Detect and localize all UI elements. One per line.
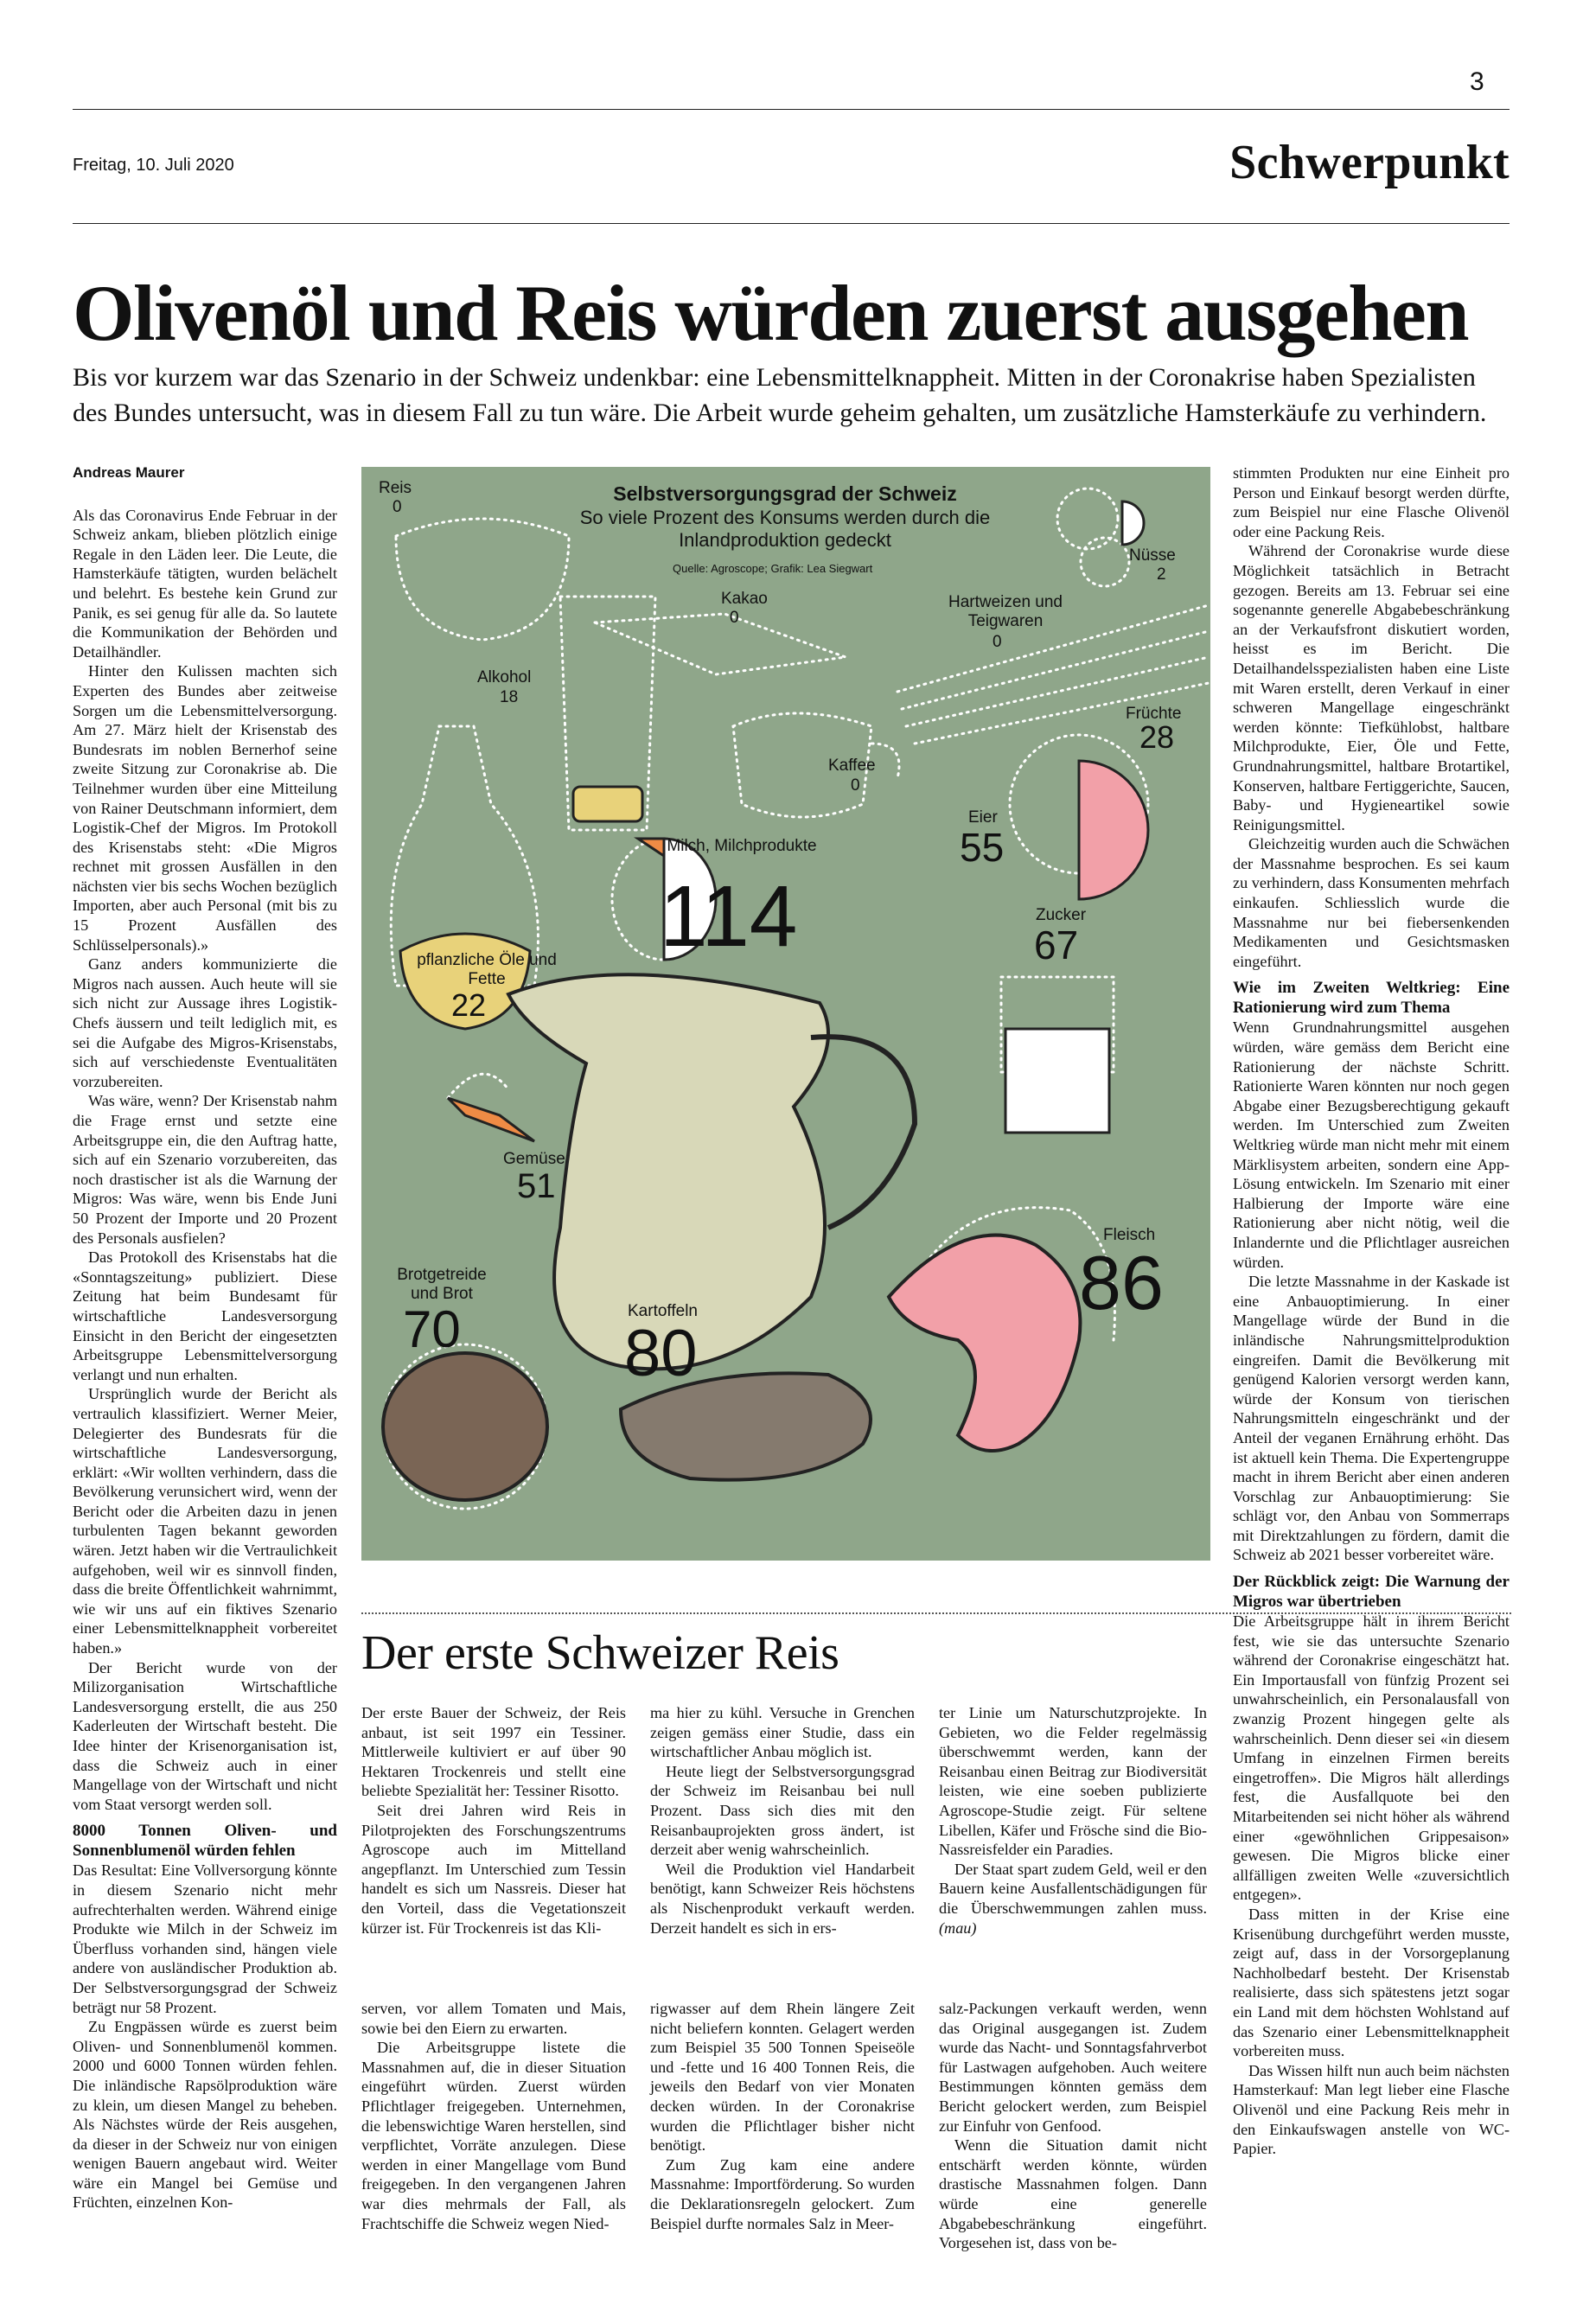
- label-alkohol: Alkohol: [477, 668, 532, 686]
- box-title: Der erste Schweizer Reis: [361, 1626, 839, 1680]
- paragraph: Seit drei Jahren wird Reis in Pilotprojekten des Forschungszentrums Agroscope auch im Mittelland angepflanzt. Im Unterschied zum Tessin handelt es sich um Nassreis. Dieser hat den Vorteil, dass die Vegetationszeit kürzer ist. Für Trockenreis ist das Kli-: [361, 1801, 626, 1937]
- signature: (mau): [939, 1919, 977, 1937]
- value-kakao: 0: [730, 609, 739, 627]
- label-reis: Reis: [379, 479, 412, 497]
- value-kaffee: 0: [851, 776, 860, 795]
- paragraph: serven, vor allem Tomaten und Mais, sowie bei den Eiern zu erwarten.: [361, 2000, 626, 2037]
- paragraph: stimmten Produkten nur eine Einheit pro Person und Einkauf besorgt werden dürfte, zum Beispiel nur eine Flasche Olivenöl oder eine Packung Reis.: [1233, 464, 1510, 540]
- paragraph: Während der Coronakrise wurde diese Möglichkeit tatsächlich in Betracht gezogen. Bereits am 13. Februar sei eine sogenannte generelle Abgabebeschränkung an der Verkaufsfront diskutiert worden, heisst es im Bericht. Die Detailhandelsspezialisten haben eine Liste mit Waren erstellt, deren Verkauf in einer schweren Mangellage eingeschränkt werden könnte: Tiefkühlobst, haltbare Milchprodukte, Eier, Öle und Fette, Grundnahrungsmittel, haltbare Brotartikel, Konserven, haltbare Fertiggerichte, Saucen, Baby- und Hygieneartikel sowie Reinigungsmittel.: [1233, 542, 1510, 833]
- paragraph: Heute liegt der Selbstversorgungsgrad der Schweiz im Reisanbau bei null Prozent. Dass sich dies mit den Reisanbauprojekten gross ändert, ist derzeit aber wenig wahrscheinlich.: [650, 1762, 915, 1859]
- label-kakao: Kakao: [721, 590, 768, 608]
- fruit-fill: [1079, 761, 1148, 899]
- page-number: 3: [1470, 67, 1484, 96]
- subheading: Wie im Zweiten Weltkrieg: Eine Rationierung wird zum Thema: [1233, 979, 1510, 1018]
- paragraph: Hinter den Kulissen machten sich Experten des Bundes aber zeitweise Sorgen um die Lebensmittelversorgung. Am 27. März hielt der Krisenstab des Bundesrats im noblen Bernerhof seine zweite Sitzung zur Coronakrise ab. Die Teilnehmer wurden über eine Mitteilung von Rainer Deutschmann informiert, dem Logistik-Chef der Migros. Im Protokoll des Krisenstabs steht: «Die Migros rechnet mit grossen Ausfällen in den nächsten vier bis sechs Wochen bezüglich Importen, aber auch Personal (mit bis zu 15 Prozent Ausfällen des Schlüsselpersonals).»: [73, 662, 337, 954]
- value-gemuese: 51: [517, 1167, 556, 1205]
- lead-paragraph: Bis vor kurzem war das Szenario in der Schweiz undenkbar: eine Lebensmittelknappheit. Mitten in der Coronakrise haben Spezialisten des Bundes untersucht, was in diesem Fall zu tun wäre. Die Arbeit wurde geheim gehalten, um zusätzliche Hamsterkäufe zu verhindern.: [73, 363, 1487, 427]
- value-hartweizen: 0: [993, 633, 1002, 651]
- value-fruechte: 28: [1139, 719, 1175, 755]
- infographic-illustration: [361, 467, 1210, 1561]
- article-column-6: [1233, 463, 1510, 2159]
- paragraph: Die Arbeitsgruppe hält in ihrem Bericht fest, wie sie das untersuchte Szenario während der Coronakrise eingeschätzt hat. Ein Importausfall von fünfzig Prozent sei unwahrscheinlich, ein Personalausfall von zwanzig Prozent hingegen gelte als wahrscheinlich. Denn dieser sei «in diesem Umfang in einzelnen Firmen bereits eingetroffen». Die Migros hält allerdings fest, die Ausfallquote bei den Mitarbeitenden sei nicht höher als während einer «gewöhnlichen Grippesaison» gewesen. Die Migros blicke einer allfälligen zweiten Welle «zuversichtlich entgegen».: [1233, 1612, 1510, 1904]
- carrot-outline: [448, 1074, 508, 1098]
- paragraph: Die letzte Massnahme in der Kaskade ist eine Anbauoptimierung. In einer Mangellage würde der Bund in die inländische Nahrungsmittelproduktion eingreifen. Damit die Bevölkerung mit genügend Kalorien versorgt werden kann, würde der Konsum von tierischen Nahrungsmitteln eingeschränkt und der Anteil der veganen Ernährung erhöht. Das ist aktuell kein Thema. Die Expertengruppe macht in ihrem Bericht aber einen anderen Vorschlag zur Anbauoptimierung: Sie schlägt vor, den Anbau von Sommerraps mit Direktzahlungen zu fördern, damit die Schweiz ab 2021 besser vorbereitet wäre.: [1233, 1273, 1510, 1564]
- label-kartoffeln: Kartoffeln: [628, 1302, 698, 1320]
- paragraph: ter Linie um Naturschutzprojekte. In Gebieten, wo die Felder regelmässig überschwemmt werden, kann der Reisanbau einen Beitrag zur Biodiversität leisten, wie eine soeben publizierte Agroscope-Studie zeigt. Für seltene Libellen, Käfer und Frösche sind die Bio-Nassreisfelder ein Paradies.: [939, 1704, 1207, 1859]
- paragraph: Der Bericht wurde von der Milizorganisation Wirtschaftliche Landesversorgung erstellt, die aus 250 Kaderleuten der Wirtschaft besteht. Die Idee hinter der Krisenorganisation ist, dass die Schweiz auch in einer Mangellage von der Wirtschaft und nicht vom Staat versorgt werden soll.: [73, 1658, 337, 1813]
- paragraph-text: Der Staat spart zudem Geld, weil er den Bauern keine Ausfallentschädigungen für die Überschwemmungen zahlen muss.: [939, 1860, 1207, 1917]
- paragraph: rigwasser auf dem Rhein längere Zeit nicht beliefern konnten. Gelagert werden zum Beispiel 35 500 Tonnen Speiseöle und -fette und 16 400 Tonnen Reis, die jeweils den Bedarf von vier Monaten decken würden. In der Coronakrise wurden die Pflichtlager bisher nicht benötigt.: [650, 2000, 915, 2155]
- paragraph: Als das Coronavirus Ende Februar in der Schweiz ankam, blieben plötzlich einige Regale in den Läden leer. Die Leute, die Hamsterkäufe tätigten, wurden belächelt und belehrt. Es bestehe kein Grund zur Panik, es sei genug für alle da. So lautete die Kommunikation der Behörden und Detailhändler.: [73, 506, 337, 661]
- section-title: Schwerpunkt: [1229, 136, 1510, 189]
- chart-source: Quelle: Agroscope; Grafik: Lea Siegwart: [673, 562, 873, 575]
- article-column-2: [361, 1999, 626, 2233]
- label-brot: Brotgetreide und Brot: [397, 1266, 487, 1303]
- label-eier: Eier: [968, 808, 998, 827]
- sugar-fill: [1005, 1029, 1109, 1133]
- value-alkohol: 18: [500, 688, 519, 706]
- paragraph: [939, 1860, 1207, 1938]
- paragraph: Das Wissen hilft nun auch beim nächsten Hamsterkauf: Man legt lieber eine Flasche Olivenöl und eine Packung Reis mehr in den Einkaufswagen anstelle von WC-Papier.: [1233, 2061, 1510, 2158]
- paragraph: Das Resultat: Eine Vollversorgung könnte in diesem Szenario nicht mehr aufrechterhalten werden. Während einige Produkte wie Milch in der Schweiz im Überfluss vorhanden sind, hängen viele andere von ausländischer Produktion ab. Der Selbstversorgungsgrad der Schweiz beträgt nur 58 Prozent.: [73, 1861, 337, 2016]
- paragraph: Was wäre, wenn? Der Krisenstab nahm die Frage ernst und setzte eine Arbeitsgruppe ein, die den Auftrag hatte, sich auf ein Szenario vorzubereiten, das noch drastischer ist als die Warnung der Migros: Was wäre, wenn bis Ende Juni 50 Prozent der Importe und 20 Prozent des Personals ausfielen?: [73, 1092, 337, 1247]
- dateline: Freitag, 10. Juli 2020: [73, 156, 234, 175]
- label-kaffee: Kaffee: [828, 757, 876, 775]
- paragraph: Weil die Produktion viel Handarbeit benötigt, kann Schweizer Reis höchstens als Nischenprodukt verkauft werden. Derzeit handelt es sich in ers-: [650, 1860, 915, 1937]
- paragraph: Der erste Bauer der Schweiz, der Reis anbaut, ist seit 1997 ein Tessiner. Mittlerweile kultiviert er auf über 90 Hektaren Trockenreis und stellt eine beliebte Spezialität her: Tessiner Risotto.: [361, 1704, 626, 1800]
- value-fleisch: 86: [1079, 1240, 1164, 1325]
- headline: Olivenöl und Reis würden zuerst ausgehen: [73, 269, 1469, 357]
- header-bottom-rule: [73, 223, 1510, 224]
- value-milch: 114: [660, 868, 798, 965]
- value-reis: 0: [393, 498, 402, 516]
- chart-subtitle: So viele Prozent des Konsums werden durch die Inlandproduktion gedeckt: [579, 507, 991, 551]
- byline: Andreas Maurer: [73, 464, 185, 481]
- box-column-2: [650, 1703, 915, 1938]
- box-column-1: [361, 1703, 626, 1938]
- paragraph: Das Protokoll des Krisenstabs hat die «Sonntagszeitung» publiziert. Diese Zeitung hat beim Bundesamt für wirtschaftliche Landesversorgung Einsicht in den Bericht der eingesetzten Arbeitsgruppe Lebensmittelversorgung verlangt und nun erhalten.: [73, 1248, 337, 1383]
- label-oele: pflanzliche Öle und Fette: [417, 951, 557, 988]
- paragraph: Wenn die Situation damit nicht entschärft werden könnte, würden drastische Massnahmen folgen. Dann würde eine generelle Abgabebeschränkung eingeführt. Vorgesehen ist, dass von be-: [939, 2136, 1207, 2252]
- alcohol-fill: [573, 787, 642, 821]
- paragraph: Dass mitten in der Krise eine Krisenübung durchgeführt werden musste, zeigt auf, dass in der Vorsorgeplanung Nachholbedarf besteht. Der Krisenstab realisierte, dass sich spätestens jetzt sogar ein Land mit dem höchsten Wohlstand auf das Szenario einer Lebensmittelknappheit vorbereiten muss.: [1233, 1905, 1510, 2060]
- value-brot: 70: [403, 1300, 461, 1358]
- nut-outline: [1057, 488, 1118, 549]
- subheading: Der Rückblick zeigt: Die Warnung der Migros war übertrieben: [1233, 1573, 1510, 1612]
- chart-title: Selbstversorgungsgrad der Schweiz: [613, 482, 957, 505]
- value-eier: 55: [960, 825, 1005, 870]
- meat-fill: [889, 1235, 1080, 1451]
- paragraph: Wenn Grundnahrungsmittel ausgehen würden, wäre gemäss dem Bericht eine Rationierung der nächste Schritt. Rationierte Waren könnten nur noch gegen Abgabe einer Bezugsberechtigung gekauft werden. Im Unterschied zum Zweiten Weltkrieg würde man nicht mehr mit einem Märklisystem arbeiten, sondern eine App-Lösung entwickeln. Im Szenario mit einer Halbierung der Importe wäre eine Rationierung aber nicht nötig, weil die Inlandernte und die Pflichtlager ausreichen würden.: [1233, 1018, 1510, 1271]
- label-gemuese: Gemüse: [503, 1150, 565, 1168]
- paragraph: Ursprünglich wurde der Bericht als vertraulich klassifiziert. Werner Meier, Delegierter des Bundesrats für die wirtschaftliche Landesversorgung, erklärt: «Wir wollten verhindern, dass die Bevölkerung verunsichert wird, wenn der Bericht oder die Arbeiten dazu in jenen turbulenten Tagen bekannt geworden wären. Jetzt haben wir die Vertraulichkeit aufgehoben, weil wir es sinnvoll finden, dass die breite Öffentlichkeit wahrnimmt, wie wir uns auf ein fiktives Szenario einer Lebensmittelknappheit vorbereitet haben.»: [73, 1385, 337, 1657]
- carrot-fill: [448, 1098, 534, 1141]
- header-top-rule: [73, 109, 1510, 110]
- label-zucker: Zucker: [1036, 906, 1087, 924]
- nuts-fill: [1122, 501, 1144, 545]
- paragraph: Ganz anders kommunizierte die Migros nach aussen. Auch heute will sie sich nicht zur Aussage ihres Logistik-Chefs äussern und teilt lediglich mit, es sei die Aufgabe des Migros-Krisenstabs, sich auf verschiedenste Eventualitäten vorzubereiten.: [73, 955, 337, 1090]
- paragraph: Zu Engpässen würde es zuerst beim Oliven- und Sonnenblumenöl kommen. 2000 und 6000 Tonnen würden fehlen. Die inländische Rapsölproduktion wäre zu klein, um diesen Mangel zu beheben. Als Nächstes würde der Reis ausgehen, da dieser in der Schweiz nur von einigen wenigen Bauern angebaut wird. Weiter wäre ein Mangel bei Gemüse und Früchten, einzelnen Kon-: [73, 2018, 337, 2212]
- value-zucker: 67: [1034, 923, 1079, 967]
- value-nuesse: 2: [1157, 565, 1166, 584]
- paragraph: Gleichzeitig wurden auch die Schwächen der Massnahme besprochen. Es sei kaum zu verhindern, dass Konsumenten mehrfach einkaufen. Schliesslich wurde die Massnahme nur bei fiebersenkenden Medikamenten und Gesichtsmasken eingeführt.: [1233, 835, 1510, 970]
- paragraph: ma hier zu kühl. Versuche in Grenchen zeigen gemäss einer Studie, dass ein wirtschaftlicher Anbau möglich ist.: [650, 1704, 915, 1761]
- label-milch: Milch, Milchprodukte: [667, 837, 817, 855]
- article-column-3: [650, 1999, 915, 2233]
- label-fruechte: Früchte: [1126, 705, 1182, 723]
- egg-orange-fill: [638, 839, 664, 856]
- paragraph: salz-Packungen verkauft werden, wenn das Original ausgegangen ist. Zudem wurde das Nacht- und Sonntagsfahrverbot für Lastwagen aufgehoben. Auch weitere Bestimmungen könnten gemäss dem Bericht gelockert werden, zum Beispiel zur Einfuhr von Genfood.: [939, 2000, 1207, 2135]
- infographic: [361, 467, 1210, 1561]
- value-kartoffeln: 80: [624, 1317, 698, 1390]
- subheading: 8000 Tonnen Oliven- und Sonnenblumenöl würden fehlen: [73, 1822, 337, 1861]
- value-oele: 22: [451, 987, 487, 1023]
- article-column-4: [939, 1999, 1207, 2253]
- bread-fill: [383, 1353, 547, 1500]
- article-column-1: [73, 463, 337, 2212]
- label-fleisch: Fleisch: [1103, 1226, 1156, 1244]
- label-hartweizen: Hartweizen und Teigwaren: [948, 593, 1063, 630]
- paragraph: Die Arbeitsgruppe listete die Massnahmen auf, die in dieser Situation eingeführt würden. Zuerst würden Pflichtlager freigegeben. Unternehmen, die lebenswichtige Waren herstellen, sind verpflichtet, Vorräte anzulegen. Diese werden in einer Mangellage vom Bund freigegeben. In den vergangenen Jahren war dies mehrmals der Fall, als Frachtschiffe die Schweiz wegen Nied-: [361, 2039, 626, 2232]
- rice-bowl-outline: [396, 519, 569, 640]
- chocolate-outline: [595, 614, 846, 674]
- paragraph: Zum Zug kam eine andere Massnahme: Importförderung. So wurden die Deklarationsregeln gelockert. Zum Beispiel durfte normales Salz in Meer-: [650, 2155, 915, 2232]
- milk-handle: [811, 1037, 915, 1228]
- box-column-3: [939, 1703, 1207, 1938]
- label-nuesse: Nüsse: [1129, 546, 1176, 565]
